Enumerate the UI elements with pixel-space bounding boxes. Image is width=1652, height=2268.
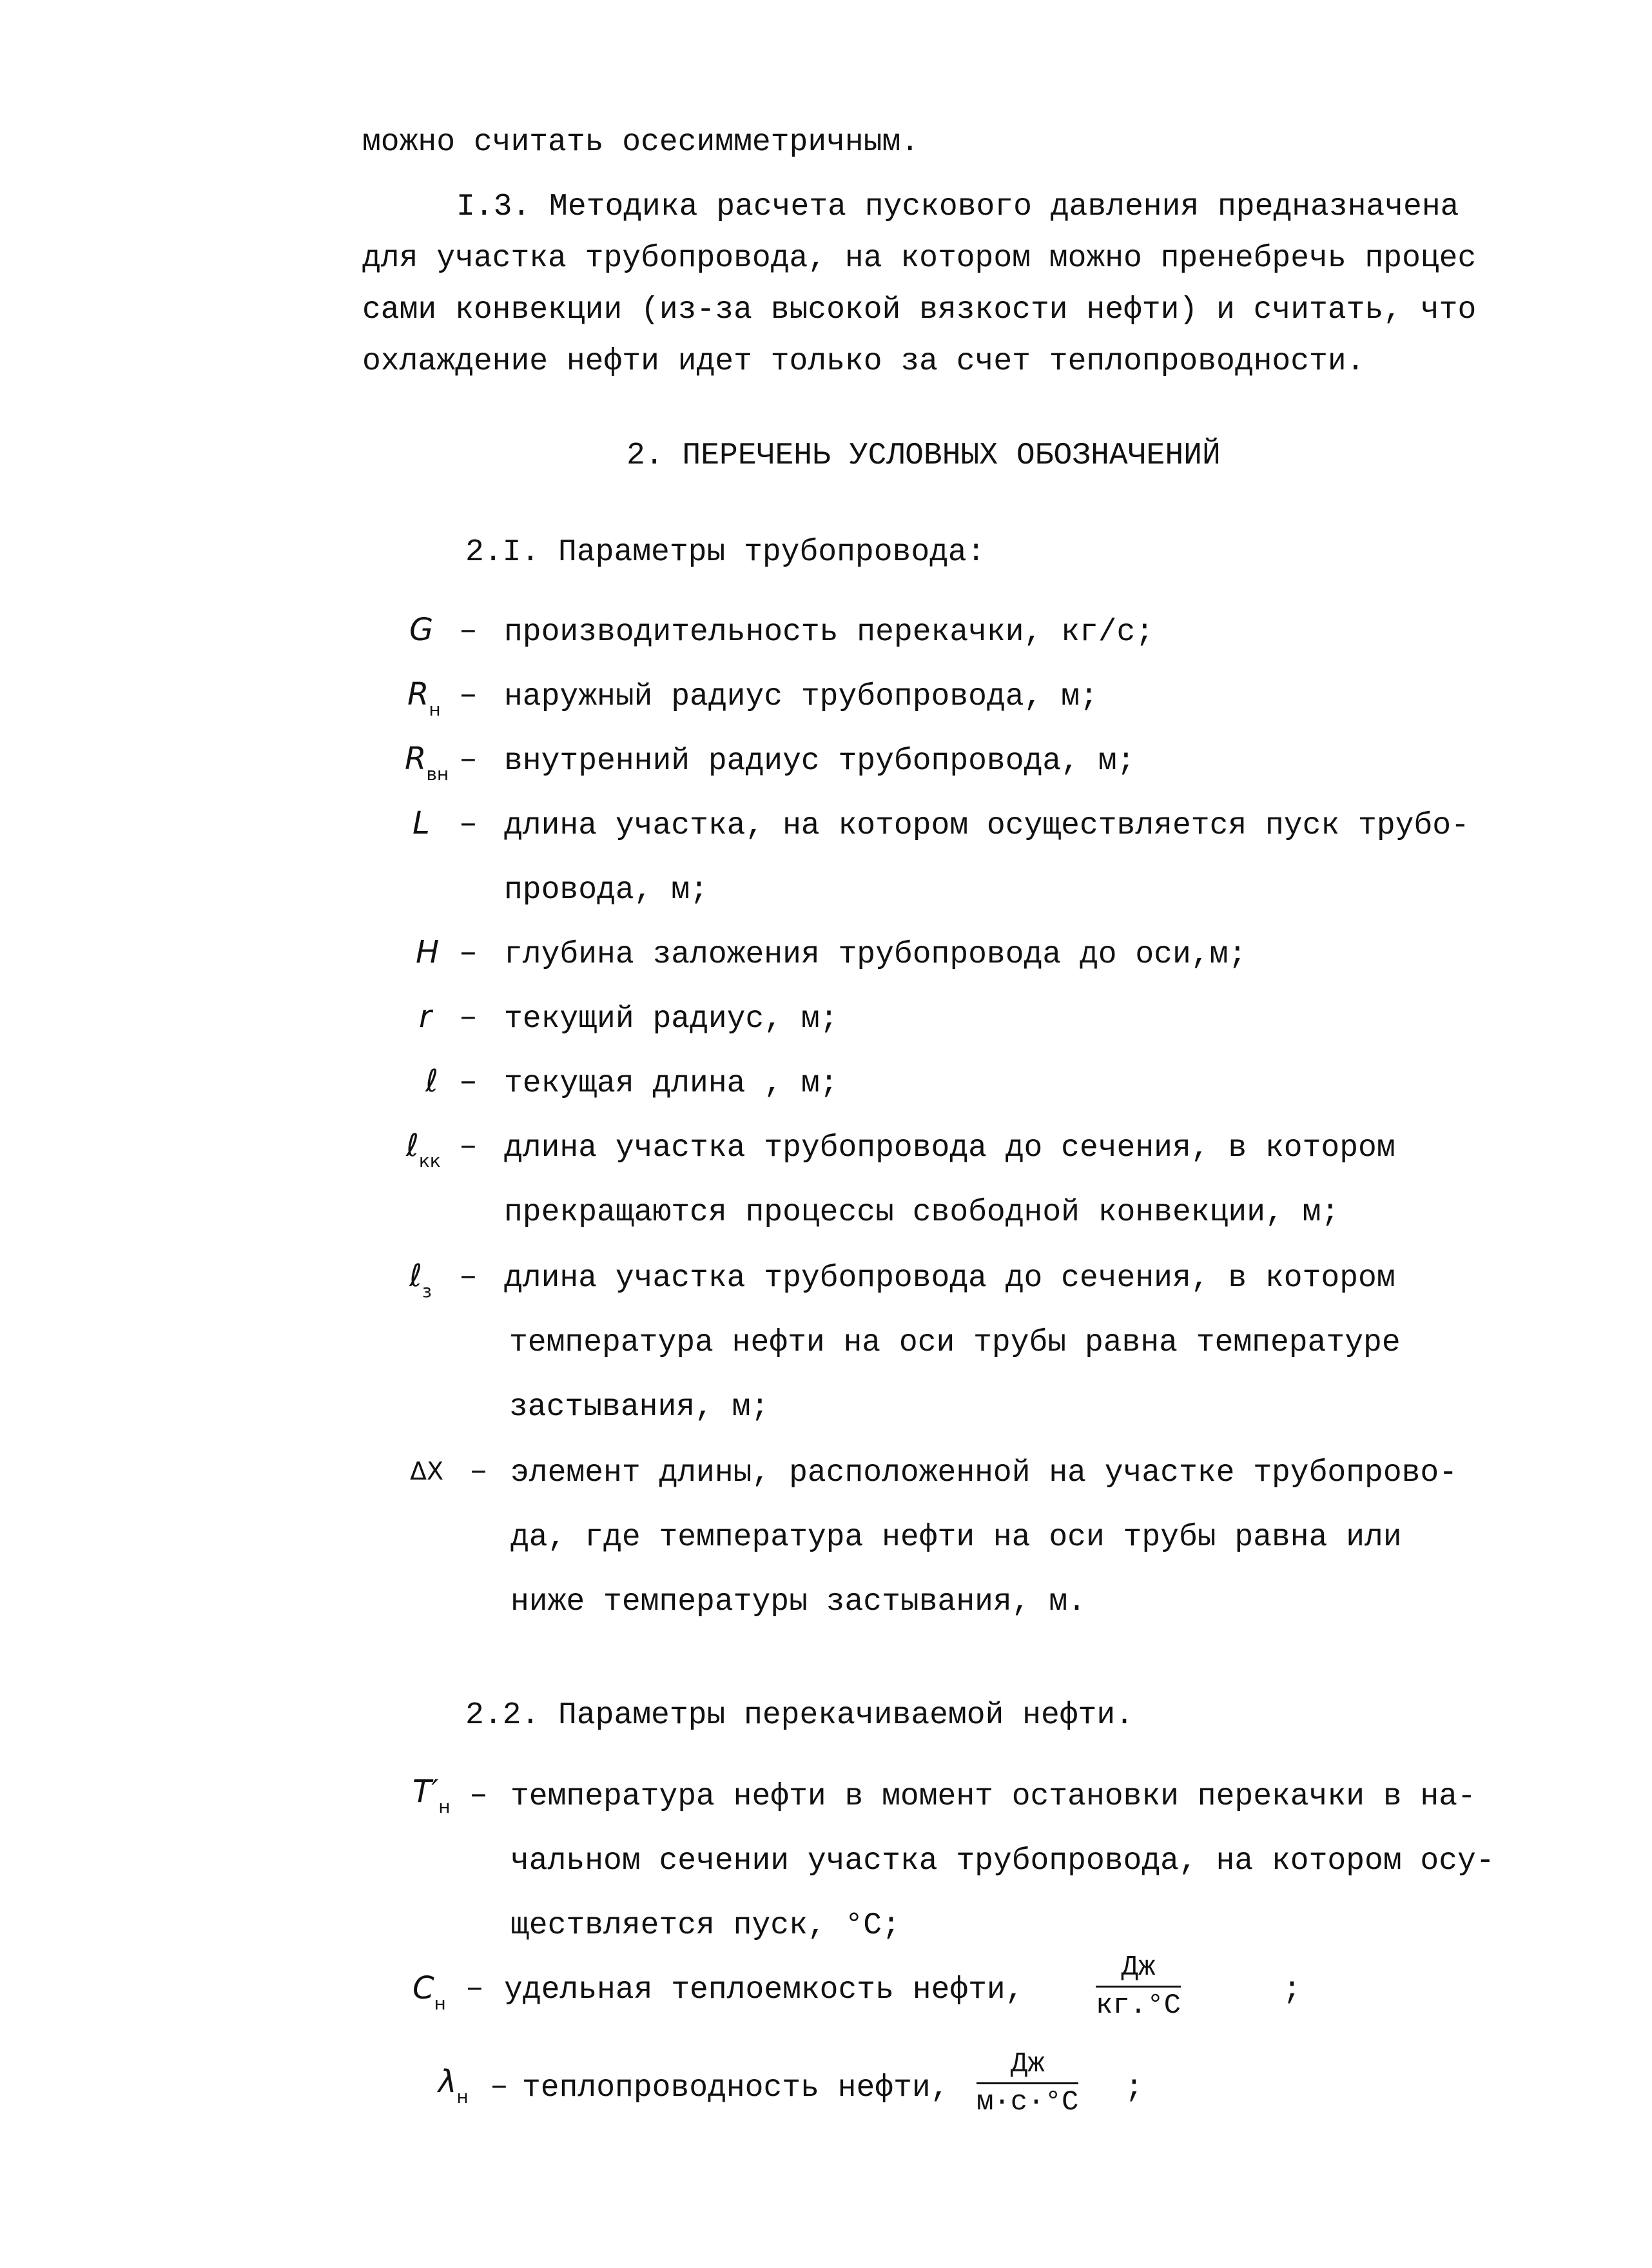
text-line: сами конвекции (из-за высокой вязкости нефти) и считать, что (362, 293, 1477, 327)
symbol-delta-x: ΔX (410, 1457, 444, 1485)
text-line: можно считать осесимметричным. (362, 125, 920, 160)
dash: – (459, 1065, 478, 1100)
subsection-title: 2.2. Параметры перекачиваемой нефти. (465, 1698, 1134, 1733)
semicolon: ; (1283, 1973, 1301, 2008)
unit-fraction: Дж м·с·°С (977, 2048, 1079, 2118)
symbol-t-initial: $T'_н$ (413, 1774, 451, 1817)
dash: – (469, 1454, 488, 1489)
dash: – (469, 1778, 488, 1813)
definition-line: удельная теплоемкость нефти, (504, 1973, 1024, 2008)
symbol-l-length: L (413, 805, 430, 841)
section-heading: 2. ПЕРЕЧЕНЬ УСЛОВНЫХ ОБОЗНАЧЕНИЙ (627, 438, 1221, 473)
definition-line: да, где температура нефти на оси трубы равна или (510, 1520, 1402, 1555)
symbol-r-current: r (419, 999, 432, 1035)
definition-line: наружный радиус трубопровода, м; (504, 679, 1098, 714)
definition-line: прекращаются процессы свободной конвекции, м; (504, 1195, 1340, 1230)
symbol-c: $C_н$ (413, 1970, 446, 2014)
definition-line: текущий радиус, м; (504, 1002, 839, 1037)
definition-line: ществляется пуск, °С; (510, 1908, 900, 1943)
dash: – (459, 743, 478, 777)
dash: – (459, 807, 478, 842)
definition-line: глубина заложения трубопровода до оси,м; (504, 937, 1247, 972)
definition-line: температура нефти в момент остановки перекачки в на- (510, 1779, 1476, 1814)
subsection-title: 2.I. Параметры трубопровода: (465, 535, 986, 570)
symbol-g: G (409, 612, 434, 648)
definition-line: внутренний радиус трубопровода, м; (504, 744, 1136, 779)
unit-fraction: Дж кг.°С (1096, 1951, 1181, 2022)
text-line: для участка трубопровода, на котором можно пренебречь процес (362, 241, 1477, 276)
text-line: охлаждение нефти идет только за счет теплопроводности. (362, 344, 1365, 379)
symbol-l-z: ℓ$_з$ (409, 1258, 432, 1302)
definition-line: температура нефти на оси трубы равна температуре (509, 1325, 1401, 1360)
text-line: I.3. Методика расчета пускового давления предназначена (456, 190, 1459, 224)
symbol-l-kk: ℓ$_{кк}$ (406, 1128, 441, 1171)
symbol-r-inner: $R_{вн}$ (405, 741, 449, 785)
definition-line: чальном сечении участка трубопровода, на котором осу- (510, 1844, 1495, 1879)
definition-line: текущая длина , м; (504, 1066, 839, 1101)
symbol-l-current: ℓ (425, 1063, 438, 1099)
dash: – (459, 678, 478, 713)
dash: – (459, 1001, 478, 1035)
definition-line: длина участка, на котором осуществляется пуск трубо- (504, 808, 1470, 843)
dash: – (459, 1260, 478, 1295)
dash: – (459, 614, 478, 649)
definition-line: производительность перекачки, кг/с; (504, 615, 1154, 650)
definition-line: теплопроводность нефти, (522, 2071, 949, 2106)
dash: – (459, 1129, 478, 1164)
definition-line: ниже температуры застывания, м. (510, 1585, 1086, 1619)
dash: – (459, 936, 478, 971)
definition-line: застывания, м; (509, 1390, 770, 1425)
definition-line: провода, м; (504, 873, 708, 908)
symbol-r-outer: $R_н$ (407, 676, 441, 720)
definition-line: элемент длины, расположенной на участке трубопрово- (510, 1456, 1458, 1491)
definition-line: длина участка трубопровода до сечения, в котором (504, 1131, 1395, 1166)
semicolon: ; (1125, 2071, 1143, 2106)
symbol-lambda: $\lambda_н$ (438, 2064, 469, 2107)
symbol-h: H (416, 934, 440, 970)
dash: – (465, 1971, 484, 2006)
definition-line: длина участка трубопровода до сечения, в котором (504, 1261, 1395, 1296)
dash: – (490, 2069, 509, 2104)
